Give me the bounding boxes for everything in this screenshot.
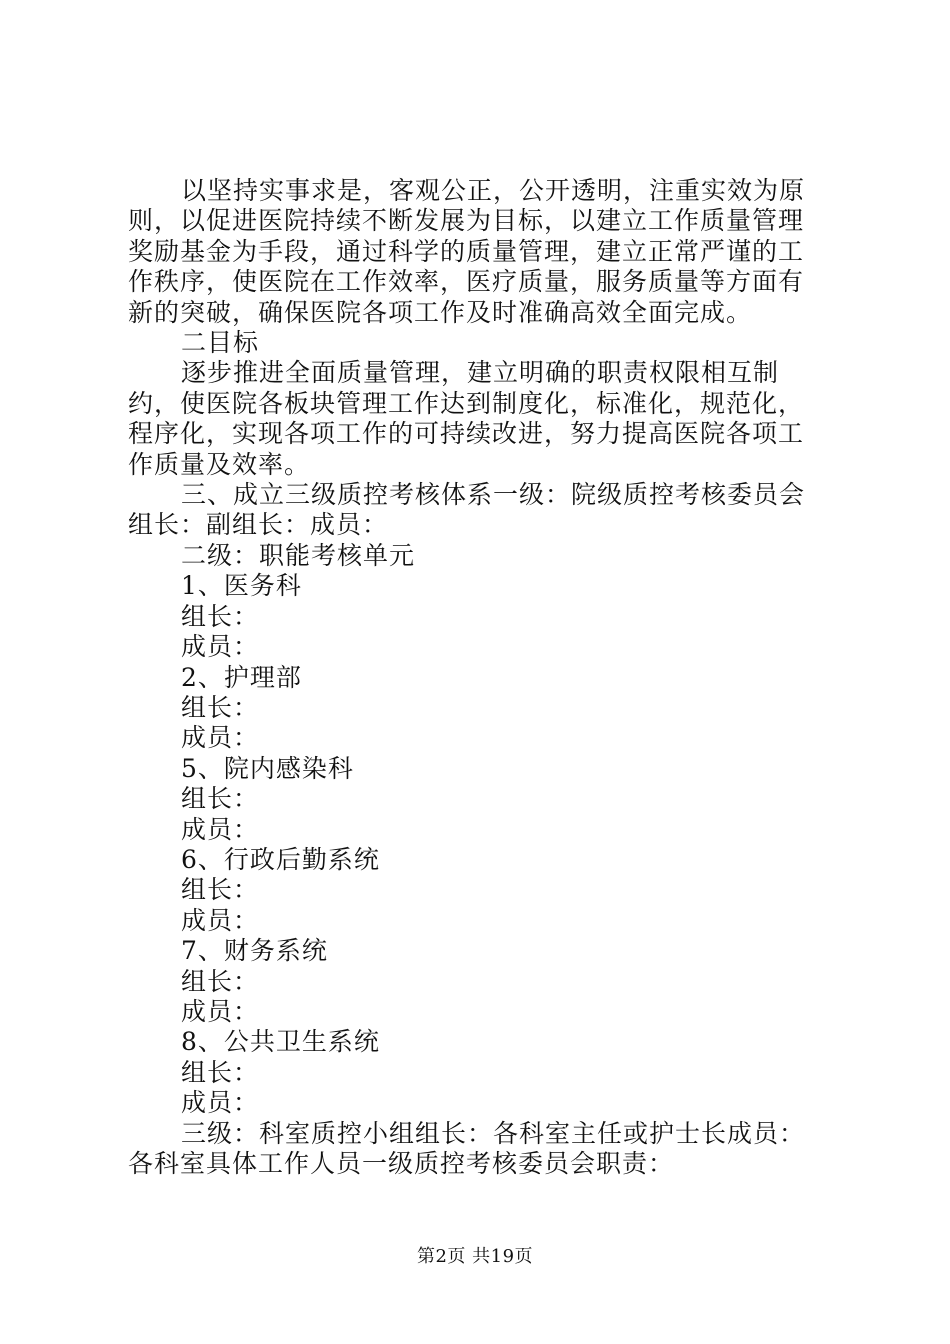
unit-name: 6、行政后勤系统: [181, 844, 380, 874]
goals-paragraph: 逐步推进全面质量管理，建立明确的职责权限相互制约，使医院各板块管理工作达到制度化，标准化，规范化，程序化，实现各项工作的可持续改进，努力提高医院各项工作质量及效率。: [128, 358, 805, 479]
unit-list: [128, 571, 828, 1118]
unit-name: 2、护理部: [181, 662, 302, 692]
unit-members-line: 成员：: [181, 1088, 260, 1118]
unit-name: 7、财务系统: [181, 936, 328, 966]
section-heading-goals: 二目标: [181, 328, 260, 358]
unit-name: 5、院内感染科: [181, 753, 354, 783]
unit-members-line: 成员：: [181, 996, 260, 1026]
level1-paragraph: 三、成立三级质控考核体系一级：院级质控考核委员会组长：副组长：成员：: [128, 480, 806, 540]
unit-leader-line: 组长：: [181, 784, 260, 814]
unit-leader-line: 组长：: [181, 875, 260, 905]
principle-paragraph: 以坚持实事求是，客观公正，公开透明，注重实效为原则，以促进医院持续不断发展为目标，以建立工作质量管理奖励基金为手段，通过科学的质量管理，建立正常严谨的工作秩序，使医院在工作效率，医疗质量，服务质量等方面有新的突破，确保医院各项工作及时准确高效全面完成。: [128, 176, 806, 327]
level2-heading: 二级：职能考核单元: [181, 540, 416, 570]
level3-paragraph: 三级：科室质控小组组长：各科室主任或护士长成员：各科室具体工作人员一级质控考核委员会职责：: [128, 1118, 806, 1178]
unit-leader-line: 组长：: [181, 692, 260, 722]
unit-leader-line: 组长：: [181, 966, 260, 996]
page-footer: 第2页 共19页: [416, 1246, 534, 1267]
unit-leader-line: 组长：: [181, 1057, 260, 1087]
unit-members-line: 成员：: [181, 814, 260, 844]
unit-members-line: 成员：: [181, 723, 260, 753]
unit-name: 8、公共卫生系统: [181, 1027, 380, 1057]
unit-leader-line: 组长：: [181, 601, 260, 631]
document-body: [128, 176, 828, 1179]
unit-name: 1、医务科: [181, 571, 302, 601]
unit-members-line: 成员：: [181, 632, 260, 662]
unit-members-line: 成员：: [181, 905, 260, 935]
